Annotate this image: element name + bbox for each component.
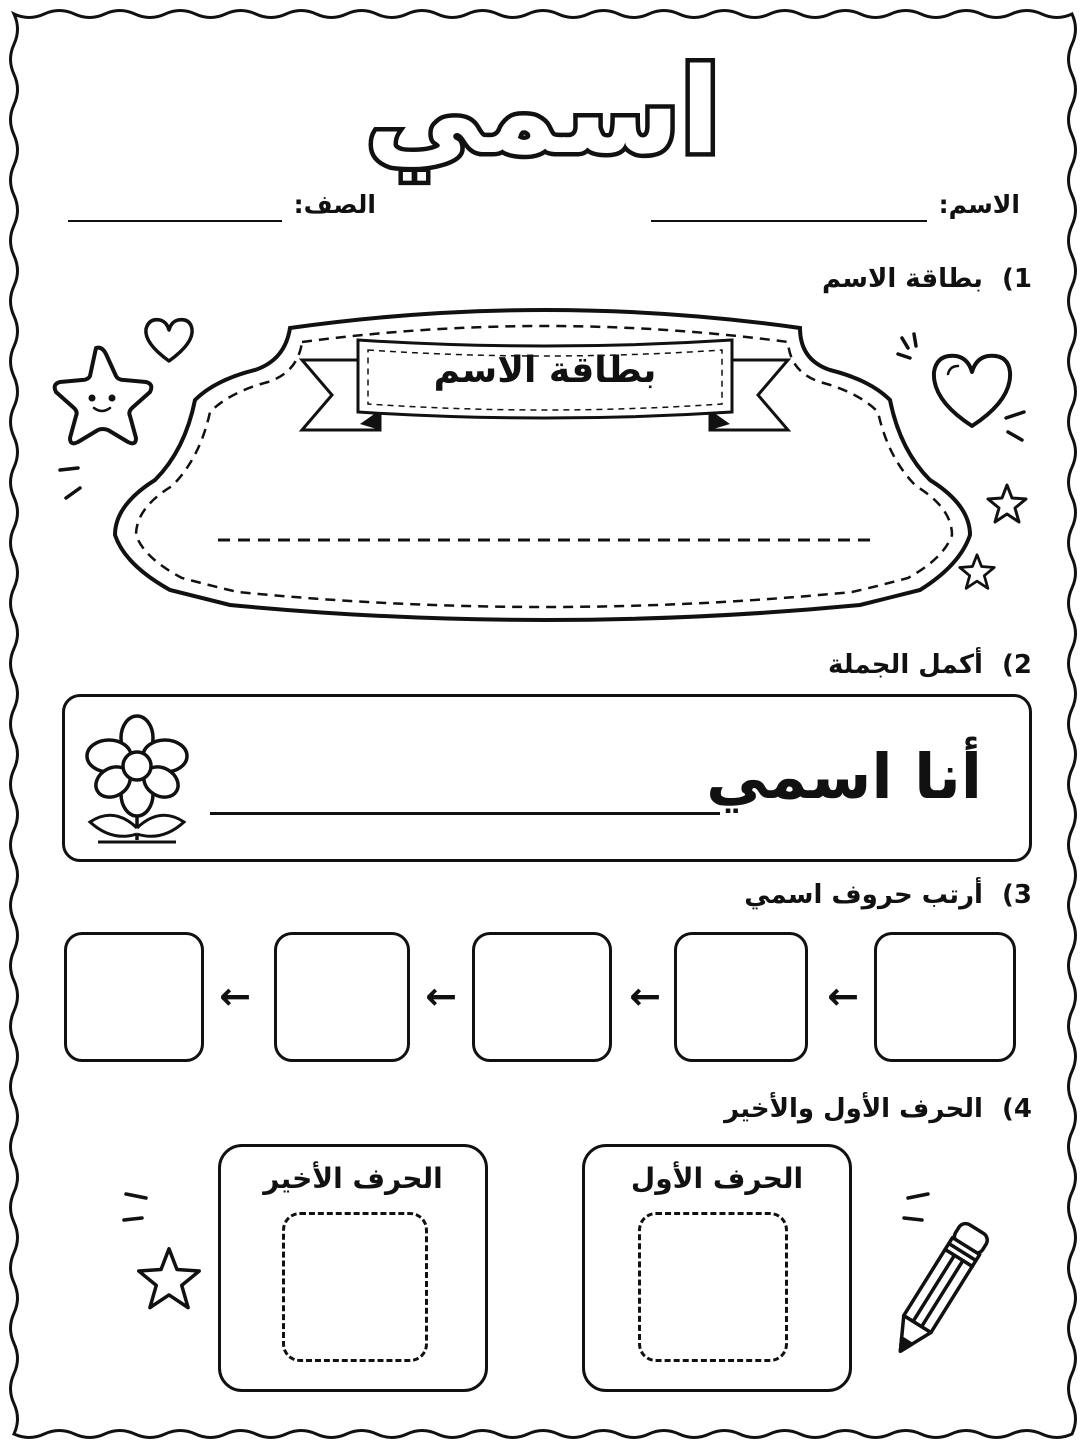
section-2-heading <box>828 650 1032 680</box>
heart-icon <box>140 315 198 365</box>
section-3-title: أرتب حروف اسمي <box>744 880 983 910</box>
arrow-left-icon: ← <box>629 974 661 1018</box>
letter-box[interactable] <box>874 932 1016 1062</box>
section-1-number: 1) <box>1002 264 1032 294</box>
section-4-title: الحرف الأول والأخير <box>724 1094 983 1124</box>
name-label: الاسم: <box>938 190 1020 219</box>
class-label: الصف: <box>293 190 376 219</box>
sparkle-icon <box>118 1186 158 1230</box>
flower-icon <box>84 710 190 848</box>
page-title: اسمي <box>365 42 721 180</box>
section-3-number: 3) <box>1002 880 1032 910</box>
star-icon <box>984 482 1030 526</box>
letter-box[interactable] <box>674 932 808 1062</box>
letter-box[interactable] <box>64 932 204 1062</box>
class-field-line[interactable] <box>68 220 282 222</box>
name-field-line[interactable] <box>651 220 927 222</box>
sentence-text: أنا اسمي <box>706 740 982 813</box>
arrow-left-icon: ← <box>219 974 251 1018</box>
section-2-title: أكمل الجملة <box>828 650 983 680</box>
name-card-ribbon-label: بطاقة الاسم <box>433 350 657 391</box>
first-letter-answer-box[interactable] <box>638 1212 788 1362</box>
arrow-left-icon: ← <box>827 974 859 1018</box>
section-4-number: 4) <box>1002 1094 1032 1124</box>
section-1-title: بطاقة الاسم <box>822 264 983 294</box>
last-letter-label: الحرف الأخير <box>263 1162 443 1195</box>
letter-box[interactable] <box>472 932 612 1062</box>
section-4-heading <box>724 1094 1032 1124</box>
name-card-writing-area[interactable] <box>218 500 870 550</box>
star-icon <box>956 552 998 592</box>
section-3-heading <box>744 880 1032 910</box>
sparkle-icon <box>1002 408 1032 442</box>
last-letter-answer-box[interactable] <box>282 1212 428 1362</box>
section-1-heading <box>822 264 1032 294</box>
sentence-answer-line[interactable] <box>210 812 720 815</box>
star-icon <box>132 1244 206 1314</box>
section-2-number: 2) <box>1002 650 1032 680</box>
arrow-left-icon: ← <box>425 974 457 1018</box>
sparkle-icon <box>56 462 90 506</box>
letter-box[interactable] <box>274 932 410 1062</box>
sparkle-icon <box>896 332 926 366</box>
pencil-icon <box>878 1216 998 1366</box>
first-letter-label: الحرف الأول <box>630 1162 804 1195</box>
